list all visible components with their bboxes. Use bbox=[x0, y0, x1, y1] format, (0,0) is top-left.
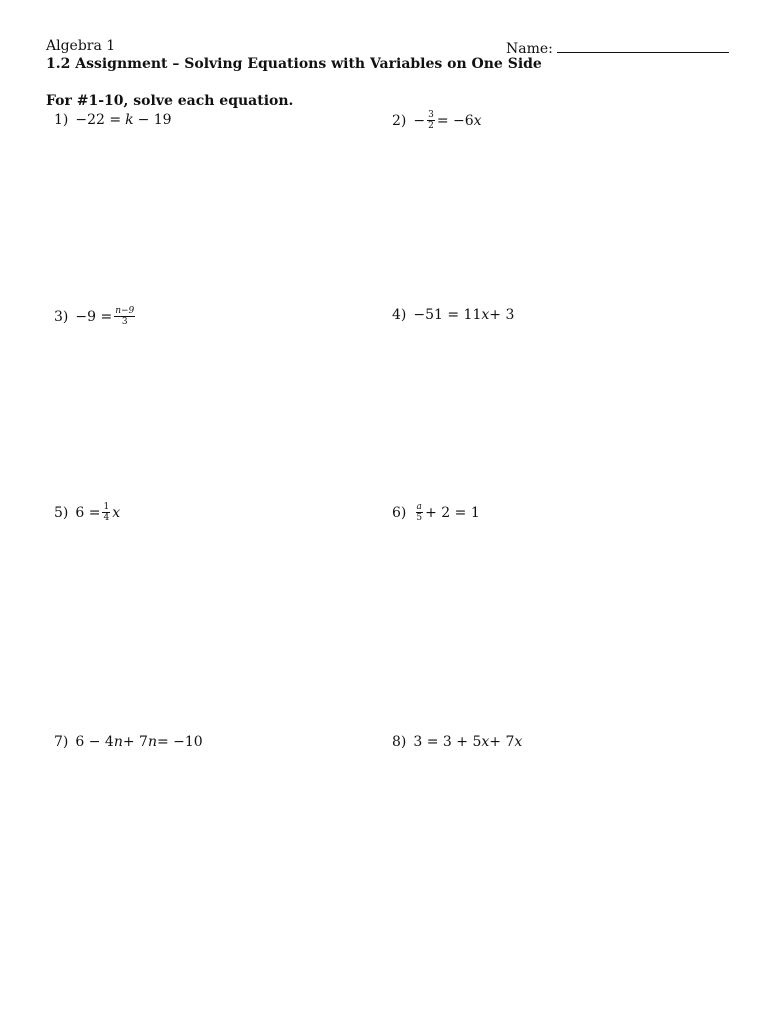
problem-2 bbox=[392, 110, 482, 131]
problem-5 bbox=[54, 502, 120, 523]
course-label: Algebra 1 bbox=[46, 38, 116, 54]
problem-number: 8) bbox=[392, 734, 407, 750]
fraction: $\frac{3}{2}$ bbox=[428, 110, 434, 131]
problem-number: 7) bbox=[54, 734, 69, 750]
problem-4 bbox=[392, 307, 514, 323]
problem-1 bbox=[54, 112, 172, 128]
problem-8 bbox=[392, 734, 522, 750]
equation: 6 − 4 n + 7 n = −10 bbox=[75, 734, 203, 750]
assignment-title: 1.2 Assignment – Solving Equations with Variables on One Side bbox=[46, 56, 542, 72]
fraction: $\frac{1}{4}$ bbox=[103, 502, 110, 523]
equation: −22 = k − 19 bbox=[75, 112, 172, 128]
problem-number: 4) bbox=[392, 307, 407, 323]
problem-number: 2) bbox=[392, 112, 407, 129]
problem-number: 5) bbox=[54, 504, 69, 521]
fraction: $\frac{a}{5}$ bbox=[416, 502, 423, 523]
equation: 3 = 3 + 5 x + 7 x bbox=[413, 734, 523, 750]
equation: − $\frac{3}{2}$ = −6 x bbox=[413, 110, 482, 131]
problem-number: 3) bbox=[54, 308, 69, 325]
equation: −51 = 11 x + 3 bbox=[413, 307, 515, 323]
equation: 6 = $\frac{1}{4}$ x bbox=[75, 502, 121, 523]
equation: −9 = $\frac{n-9}{3}$ bbox=[75, 306, 135, 327]
problem-number: 6) bbox=[392, 504, 407, 521]
problem-7 bbox=[54, 734, 203, 750]
problem-number: 1) bbox=[54, 112, 69, 128]
problem-3 bbox=[54, 306, 137, 327]
name-blank-line[interactable] bbox=[557, 38, 729, 53]
name-label: Name: bbox=[506, 41, 553, 57]
instructions: For #1-10, solve each equation. bbox=[46, 93, 294, 109]
equation: $\frac{a}{5}$ + 2 = 1 bbox=[416, 502, 480, 523]
problem-6 bbox=[392, 502, 480, 523]
name-field[interactable] bbox=[506, 38, 729, 57]
fraction: $\frac{n-9}{3}$ bbox=[115, 306, 135, 327]
